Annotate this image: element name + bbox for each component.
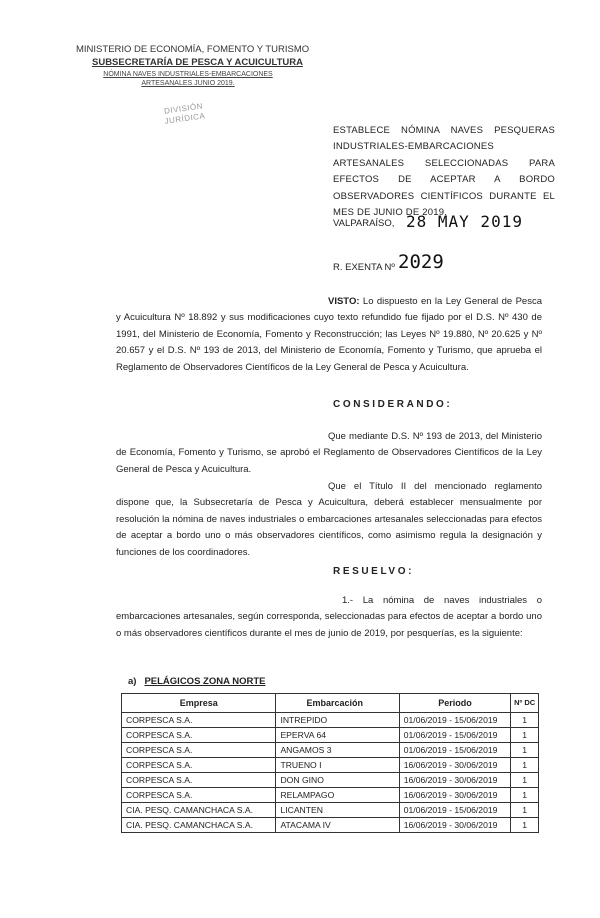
cell-embarcacion: ANGAMOS 3 bbox=[276, 743, 399, 758]
resuelvo-paragraph-1 bbox=[116, 593, 542, 642]
section-name: PELÁGICOS ZONA NORTE bbox=[144, 676, 266, 687]
cell-dc: 1 bbox=[511, 773, 539, 788]
vessel-table bbox=[121, 693, 539, 833]
cell-periodo: 01/06/2019 - 15/06/2019 bbox=[399, 803, 511, 818]
cell-empresa: CORPESCA S.A. bbox=[122, 773, 276, 788]
cell-dc: 1 bbox=[511, 758, 539, 773]
resolution-date: 28 MAY 2019 bbox=[406, 212, 523, 231]
considerando-text-1: Que mediante D.S. Nº 193 de 2013, del Ministerio de Economía, Fomento y Turismo, se aprobó el Reglamento de Observadores Científicos de la Ley General de Pesca y Acuicultura. bbox=[116, 431, 542, 475]
cell-embarcacion: TRUENO I bbox=[276, 758, 399, 773]
resolution-number: 2029 bbox=[398, 251, 444, 273]
cell-embarcacion: ATACAMA IV bbox=[276, 818, 399, 833]
cell-empresa: CORPESCA S.A. bbox=[122, 728, 276, 743]
table-row bbox=[122, 803, 539, 818]
place-label: VALPARAÍSO, bbox=[333, 218, 395, 229]
cell-dc: 1 bbox=[511, 743, 539, 758]
table-row bbox=[122, 713, 539, 728]
resolution-subject: ESTABLECE NÓMINA NAVES PESQUERAS INDUSTRIALES-EMBARCACIONES ARTESANALES SELECCIONADAS PARA EFECTOS DE ACEPTAR A BORDO OBSERVADORES CIENTÍFICOS DURANTE EL MES DE JUNIO DE 2019. bbox=[333, 125, 555, 219]
visto-label: VISTO: bbox=[328, 296, 360, 307]
cell-dc: 1 bbox=[511, 728, 539, 743]
table-row bbox=[122, 788, 539, 803]
section-letter: a) bbox=[128, 676, 137, 687]
cell-embarcacion: RELAMPAGO bbox=[276, 788, 399, 803]
column-header-periodo: Periodo bbox=[399, 694, 511, 713]
undersecretariat-name: SUBSECRETARÍA DE PESCA Y ACUICULTURA bbox=[92, 57, 303, 68]
cell-dc: 1 bbox=[511, 788, 539, 803]
section-title bbox=[128, 676, 266, 687]
visto-text: Lo dispuesto en la Ley General de Pesca y Acuicultura Nº 18.892 y sus modificaciones cuyo texto refundido fue fijado por el D.S. Nº 430 de 1991, del Ministerio de Economía, Fomento y Reconstrucción; las Leyes Nº 19.880, Nº 20.625 y Nº 20.657 y el D.S. Nº 193 de 2013, del Ministerio de Economía, Fomento y Turismo, que aprueba el Reglamento de Observadores Científicos de la Ley General de Pesca y Acuicultura. bbox=[116, 296, 542, 373]
cell-dc: 1 bbox=[511, 818, 539, 833]
visto-paragraph bbox=[116, 294, 542, 376]
column-header-embarcacion: Embarcación bbox=[276, 694, 399, 713]
cell-dc: 1 bbox=[511, 713, 539, 728]
cell-periodo: 01/06/2019 - 15/06/2019 bbox=[399, 728, 511, 743]
table-row bbox=[122, 773, 539, 788]
cell-empresa: CORPESCA S.A. bbox=[122, 743, 276, 758]
column-header-dc: Nº DC bbox=[511, 694, 539, 713]
cell-periodo: 16/06/2019 - 30/06/2019 bbox=[399, 773, 511, 788]
ministry-name: MINISTERIO DE ECONOMÍA, FOMENTO Y TURISMO bbox=[76, 44, 310, 55]
cell-empresa: CORPESCA S.A. bbox=[122, 758, 276, 773]
column-header-empresa: Empresa bbox=[122, 694, 276, 713]
cell-empresa: CORPESCA S.A. bbox=[122, 713, 276, 728]
considerando-paragraph-1 bbox=[116, 429, 542, 478]
cell-periodo: 01/06/2019 - 15/06/2019 bbox=[399, 713, 511, 728]
considerando-heading: CONSIDERANDO: bbox=[333, 399, 453, 410]
cell-empresa: CIA. PESQ. CAMANCHACA S.A. bbox=[122, 818, 276, 833]
table-header-row bbox=[122, 694, 539, 713]
cell-embarcacion: DON GINO bbox=[276, 773, 399, 788]
cell-embarcacion: LICANTEN bbox=[276, 803, 399, 818]
cell-empresa: CIA. PESQ. CAMANCHACA S.A. bbox=[122, 803, 276, 818]
table-row bbox=[122, 728, 539, 743]
cell-periodo: 16/06/2019 - 30/06/2019 bbox=[399, 788, 511, 803]
cell-periodo: 16/06/2019 - 30/06/2019 bbox=[399, 818, 511, 833]
division-stamp: DIVISIÓN JURÍDICA bbox=[163, 101, 206, 126]
cell-periodo: 16/06/2019 - 30/06/2019 bbox=[399, 758, 511, 773]
cell-dc: 1 bbox=[511, 803, 539, 818]
cell-embarcacion: INTREPIDO bbox=[276, 713, 399, 728]
cell-periodo: 01/06/2019 - 15/06/2019 bbox=[399, 743, 511, 758]
resuelvo-heading: RESUELVO: bbox=[333, 566, 414, 577]
resuelvo-text-1: 1.- La nómina de naves industriales o embarcaciones artesanales, según corresponda, seleccionadas para efectos de aceptar a bordo uno o más observadores científicos durante el mes de junio de 2019, por pesquerías, es la siguiente: bbox=[116, 595, 542, 639]
cell-embarcacion: EPERVA 64 bbox=[276, 728, 399, 743]
table-row bbox=[122, 743, 539, 758]
considerando-paragraph-2 bbox=[116, 479, 542, 561]
cell-empresa: CORPESCA S.A. bbox=[122, 788, 276, 803]
resolution-number-label: R. EXENTA Nº bbox=[333, 262, 395, 273]
reference-line: NÓMINA NAVES INDUSTRIALES-EMBARCACIONES ARTESANALES JUNIO 2019. bbox=[103, 71, 273, 87]
table-row bbox=[122, 818, 539, 833]
considerando-text-2: Que el Título II del mencionado reglamento dispone que, la Subsecretaría de Pesca y Acuicultura, deberá establecer mensualmente por resolución la nómina de naves industriales o embarcaciones artesanales seleccionadas para efectos de aceptar a bordo uno o más observadores científicos, como asimismo regula la designación y funciones de los coordinadores. bbox=[116, 481, 542, 558]
table-row bbox=[122, 758, 539, 773]
